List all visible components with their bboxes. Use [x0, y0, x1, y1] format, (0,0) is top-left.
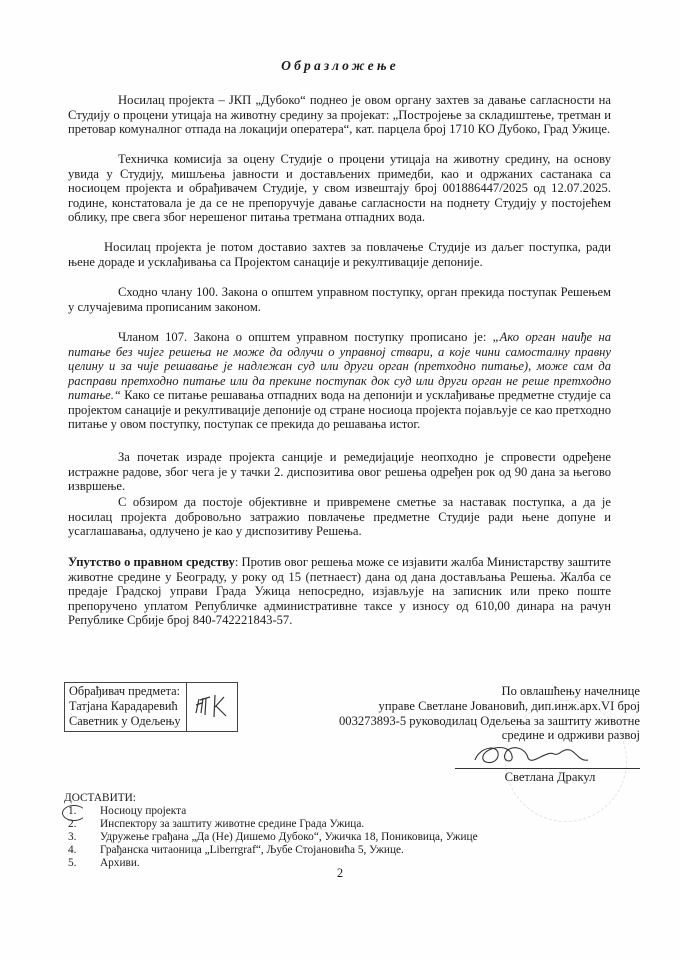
initials-signature	[188, 683, 237, 731]
delivery-item	[68, 818, 478, 831]
signer-name: Светлана Дракул	[504, 770, 596, 784]
signature-line: средине и одрживи развој	[501, 728, 640, 743]
signature-line: управе Светлане Јовановић, дип.инж.арх.VI број	[378, 698, 640, 713]
section-title: Образложење	[281, 58, 399, 73]
signature-line: По овлашћењу начелнице	[501, 684, 640, 698]
item-number: 2.	[68, 818, 77, 830]
signature-block	[300, 684, 640, 743]
handwritten-initials-icon	[188, 683, 237, 731]
item-text: Грађанска читаоница „Liberrgraf“, Љубе Стојановића 5, Ужице.	[100, 844, 404, 856]
delivery-heading: ДОСТАВИТИ:	[64, 792, 136, 804]
paragraph-article-100	[68, 285, 611, 314]
paragraph-article-107	[68, 330, 611, 432]
article-107-quote: „Ако орган наиђе на питање без чијег решења не може да одлучи о управној ствари, а које чини самосталну правну целину и за чије решавање је надлежан суд или други орган (претходно питање), може сам да расправи претходно питање или да прекине поступак док суд или други орган не реше претходно питање.“	[68, 330, 611, 402]
signature-line-rule	[455, 768, 640, 769]
paragraph-text: С обзиром да постоје објективне и привремене сметње за наставак поступка, а да је носилац пројекта добровољно затражио повлачење предметне Студије ради њене допуне и усаглашавања, одлучено је као у диспозитиву Решења.	[68, 495, 611, 538]
paragraph-remediation	[68, 450, 611, 494]
item-number: 1.	[68, 805, 77, 817]
paragraph-commission	[68, 152, 611, 225]
paragraph-text: Носилац пројекта – ЈКП „Дубоко“ поднео је овом органу захтев за давање сагласности на Студију о процени утицаја на животну средину за пројекат: „Постројење за складиштење, третман и претовар комуналног отпада на локацији оператера“, кат. парцела број 1710 КО Дубоко, Град Ужице.	[68, 93, 611, 136]
processor-title: Саветник у Одељењу	[69, 714, 181, 728]
processor-info	[65, 683, 187, 731]
processor-name: Татјана Карадаревић	[69, 699, 178, 713]
item-text: Удружење грађана „Да (Не) Дишемо Дубоко“, Ужичка 18, Пониковица, Ужице	[100, 831, 478, 843]
page-number: 2	[336, 866, 344, 880]
paragraph-legal-remedy	[68, 555, 611, 628]
delivery-list	[64, 792, 478, 870]
paragraph-text: Носилац пројекта је потом доставио захтев за повлачење Студије из даљег поступка, ради њене дораде и усклађивања са Пројектом санације и рекултивације депоније.	[68, 240, 611, 269]
item-text: Архиви.	[100, 857, 140, 869]
item-number: 5.	[68, 857, 77, 869]
delivery-items	[68, 805, 478, 870]
delivery-item	[68, 805, 478, 818]
paragraph-text: За почетак израде пројекта санције и ремедијације неопходно је спровести одређене истражне радове, због чега је у тачки 2. диспозитива овог решења одређен рок од 90 дана за његово извршење.	[68, 450, 611, 493]
paragraph-decision	[68, 495, 611, 539]
handwritten-signature-icon	[470, 738, 600, 770]
paragraph-text: Техничка комисија за оцену Студије о процени утицаја на животну средину, на основу увида у Студију, мишљења јавности и достављених примедби, као и одржаних састанака са носиоцем пројекта и обрађивачем Студије, у свом извештају број 001886447/2025 од 12.07.2025. године, констатовала је да се не препоручује давање сагласности на поднету Студију у постојећем облику, пре свега због нерешеног питања третмана отпадних вода.	[68, 152, 611, 224]
paragraph-text: Сходно члану 100. Закона о општем управном поступку, орган прекида поступак Решењем у случајевима прописаним законом.	[68, 285, 611, 314]
processor-label: Обрађивач предмета:	[69, 684, 181, 698]
article-107-rest: Како се питање решавања отпадних вода на депонији и усклађивање предметне студије са пројектом санације и рекултивације депоније од стране носиоца пројекта појављује се као претходно питање у овом поступку, поступак се прекида до решавања истог.	[68, 388, 611, 431]
paragraph-request	[68, 93, 611, 137]
signature-line: 003273893-5 руководилац Одељења за заштиту животне	[338, 713, 640, 728]
legal-remedy-text: : Против овог решења може се изјавити жалба Министарству заштите животне средине у Београду, у року од 15 (петнаест) дана од дана достављања Решења. Жалба се предаје Градској управи Града Ужица непосредно, изјављује на записник или преко поште препоручено уплатом Републичке административне таксе у износу од 610,00 динара на рачун Републике Србије број 840-742221843-57.	[68, 555, 612, 627]
delivery-item	[68, 844, 478, 857]
item-number: 4.	[68, 844, 77, 856]
delivery-item	[68, 831, 478, 844]
legal-remedy-label: Упутство о правном средству	[68, 555, 235, 569]
paragraph-withdrawal	[68, 240, 611, 269]
item-text: Носиоцу пројекта	[100, 805, 187, 817]
processor-box	[64, 682, 238, 732]
article-107-intro: Чланом 107. Закона о општем управном поступку прописано је:	[118, 330, 493, 344]
item-number: 3.	[68, 831, 77, 843]
item-text: Инспектору за заштиту животне средине Града Ужица.	[100, 818, 365, 830]
